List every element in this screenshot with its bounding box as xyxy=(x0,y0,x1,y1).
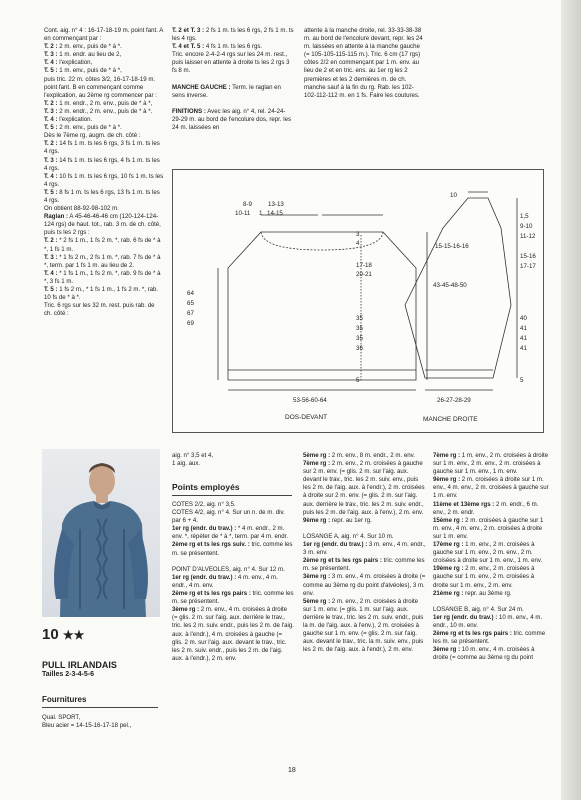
dim-label: 41 xyxy=(520,345,527,352)
dim-label: 14-15 xyxy=(267,210,283,217)
paragraph: LOSANGE A, aig. n° 4. Sur 10 m. xyxy=(303,532,394,540)
supplies-heading: Fournitures xyxy=(42,695,87,704)
paragraph: T. 3 : * 1 fs 2 m., 2 fs 1 m. *, rab. 7 fs de * à *, term. par 1 fs 1 m. au lieu de 2. xyxy=(44,253,161,269)
stitches-heading: Points employés xyxy=(172,482,240,492)
paragraph: LOSANGE B, aig. n° 4. Sur 24 m. xyxy=(433,605,524,613)
dim-label: 4 xyxy=(356,240,360,247)
paragraph: MANCHE GAUCHE : Term. le raglan en sens inverse. xyxy=(172,83,281,99)
paragraph xyxy=(172,76,294,84)
paragraph: 1er rg (endr. du trav.) : 4 m. env., 4 m. endr., 4 m. env. xyxy=(172,573,278,589)
paragraph: 1er rg (endr. du trav.) : * 4 m. endr., 2 m. env. *, répéter de * à *, term. par 4 m. endr. xyxy=(172,525,289,541)
dim-label: 67 xyxy=(187,310,194,317)
dim-label: 36 xyxy=(356,345,363,352)
schematic-diagram xyxy=(172,169,544,433)
pattern-number-text: 10 xyxy=(42,626,59,643)
paragraph: 9ème rg : 2 m. croisées à droite sur 1 m. env., 4 m. env., 2 m. croisées à gauche sur 1 m. env. xyxy=(433,476,549,500)
difficulty-stars: ★★ xyxy=(62,628,85,642)
paragraph: 2ème rg et ts les rgs pairs : tric. comme les m. se présentent. xyxy=(303,557,425,573)
paragraph: T. 2 : 14 fs 1 m. ts les 6 rgs, 3 fs 1 m. ts les 4 rgs. xyxy=(44,140,160,156)
pattern-title: PULL IRLANDAIS xyxy=(42,660,117,670)
dim-label: 65 xyxy=(187,300,194,307)
dim-label: 15-16 xyxy=(520,253,536,260)
front-body-outline xyxy=(228,232,416,380)
paragraph: T. 5 : 1 m. env., puis de * à *, xyxy=(44,67,122,75)
dim-label: 3 xyxy=(356,231,360,238)
paragraph: T. 4 et T. 5 : 4 fs 1 m. ts les 6 rgs. xyxy=(172,43,263,51)
dim-label: 13-13 xyxy=(268,201,284,208)
paragraph: Tric. encore 2-4-2-4 rgs sur les 24 m. rest., puis laisser en attente à droite ts les 2 rgs 3 fs 8 m. xyxy=(172,51,290,75)
dim-label: 17-17 xyxy=(520,263,536,270)
instructions-column-3 xyxy=(304,27,424,100)
dim-label: 53-56-60-64 xyxy=(293,397,327,404)
neck-shape xyxy=(96,495,108,503)
paragraph: 1er rg (endr. du trav.) : 10 m. env., 4 m. endr., 10 m. env. xyxy=(433,613,543,629)
dim-label: 5 xyxy=(356,377,360,384)
instructions-column-2 xyxy=(172,27,294,132)
instructions-column-5 xyxy=(303,452,427,654)
paragraph xyxy=(433,598,551,606)
schematic-svg xyxy=(173,170,543,432)
paragraph: 9ème rg : repr. au 1er rg. xyxy=(303,516,372,524)
paragraph: T. 4 : l'explication, xyxy=(44,59,93,67)
paragraph: 7ème rg : 2 m. env., 2 m. croisées à gauche sur 2 m. env. (= glis. 2 m. sur l'aig. aux. devant le trav., tric. les 2 m. suiv. env., puis les 2 m. de l'aig. aux. à l'endr.), 2 m. croisées à droite sur 2 m. env. (= glis. 2 m. sur l'aig. aux. derrière le trav., tric. les 2 m. suiv. endr., puis les 2 m. de l'aig. aux. à l'env.), 2 m. env. xyxy=(303,460,425,516)
dim-label: 26-27-28-29 xyxy=(437,397,471,404)
paragraph: 7ème rg : 1 m. env., 2 m. croisées à droite sur 1 m. env., 2 m. env., 2 m. croisées à gauche sur 1 m. env., 1 m. env. xyxy=(433,452,549,476)
dim-label: 35 xyxy=(356,335,363,342)
paragraph: 5ème rg : 2 m. env., 2 m. croisées à droite sur 1 m. env. (= glis. 1 m. sur l'aig. aux. derrière le trav., tric. les 2 m. suiv. endr., puis la m. de l'aig. aux. à l'env.), 2 m. croisées à gauche sur 1 m. env. (= glis. 2 m. sur l'aig. aux. devant le trav., tric. la m. suiv. env., puis les 2 m. de l'aig. aux. à l'endr.), 2 m. env. xyxy=(303,597,424,654)
instructions-column-6 xyxy=(433,452,551,662)
paragraph: T. 2 : 1 m. endr., 2 m. env., puis de * à *, xyxy=(44,99,153,107)
face-shape xyxy=(89,465,115,497)
model-photo-svg xyxy=(42,449,160,617)
dim-label: 40 xyxy=(520,315,527,322)
paragraph: 3ème rg : 10 m. env., 4 m. croisées à droite (= comme au 3ème rg du point xyxy=(433,646,535,662)
instructions-column-1 xyxy=(44,27,164,318)
paragraph: 21ème rg : repr. au 3ème rg. xyxy=(433,589,512,597)
supplies-line: Qual. SPORT, xyxy=(42,714,81,721)
dim-label: 17-18 xyxy=(356,262,372,269)
paragraph: Cont. aig. n° 4 : 16-17-18-19 m. point fant. A en commençant par : xyxy=(44,27,163,43)
paragraph: T. 5 : 8 fs 1 m. ts les 6 rgs, 13 fs 1 m. ts les 4 rgs. xyxy=(44,188,160,204)
dim-label: 64 xyxy=(187,290,194,297)
paragraph xyxy=(172,100,294,108)
dim-label: 41 xyxy=(520,325,527,332)
paragraph: 3ème rg : 2 m. env., 4 m. croisées à droite (= glis. 2 m. sur l'aig. aux. derrière le trav., tric. les 2 m. suiv. endr., puis les 2 m. de l'aig. aux. à l'endr.), 4 m. croisées à gauche (= glis. 2 m. sur l'aig. aux. devant le trav., tric. les 2 m. suiv. endr., puis les 2 m. de l'aig. aux. à l'endr.), 2 m. env. xyxy=(172,606,294,662)
dim-label: 5 xyxy=(520,377,524,384)
paragraph: Raglan : A 45-46-46-46 cm (120-124-124-124 rgs) de haut. tot., rab. 3 m. de ch. côté, puis ts les 2 rgs : xyxy=(44,213,161,237)
instructions-column-4 xyxy=(172,452,294,468)
model-photo xyxy=(42,449,160,617)
dim-label: 10 xyxy=(450,192,457,199)
paragraph: 2ème rg et ts les rgs pairs : tric. comme les m. se présentent. xyxy=(172,590,294,606)
paragraph: Dès le 7ème rg, augm. de ch. côté : xyxy=(44,132,141,140)
paragraph: POINT D'ALVEOLES, aig. n° 4. Sur 12 m. xyxy=(172,565,285,573)
paragraph: T. 2 : 2 m. env., puis de * à *. xyxy=(44,43,122,51)
paragraph: T. 5 : 2 m. env., puis de * à *. xyxy=(44,124,122,132)
paragraph: T. 5 : 1 fs 2 m., * 1 fs 1 m., 1 fs 2 m. *, rab. 10 fs de * à *. xyxy=(44,286,159,302)
dim-label: 9-10 xyxy=(520,223,533,230)
dim-label: 41 xyxy=(520,335,527,342)
paragraph: T. 2 : * 2 fs 1 m., 1 fs 2 m. *, rab. 6 fs de * à *, 1 fs 1 m. xyxy=(44,237,161,253)
dim-label: 35 xyxy=(356,325,363,332)
dim-label: 43-45-48-50 xyxy=(433,282,467,289)
dim-label: 15-15-16-16 xyxy=(435,243,469,250)
paragraph: 2ème rg et ts les rgs pairs : tric. comme les m. se présentent. xyxy=(433,630,546,646)
page-spine-shadow xyxy=(561,0,581,800)
front-back-label: DOS-DEVANT xyxy=(285,414,328,421)
divider xyxy=(42,707,158,708)
paragraph: T. 3 : 2 m. endr., 2 m. env., puis de * à *. xyxy=(44,107,153,115)
paragraph: T. 4 : * 1 fs 1 m., 1 fs 2 m. *, rab. 9 fs de * à *, 3 fs 1 m. xyxy=(44,269,161,285)
paragraph: 19ème rg : 2 m. env., 2 m. croisées à gauche sur 1 m. env., 2 m. croisées à droite sur 1 m. env., 2 m. env. xyxy=(433,565,535,589)
paragraph: aig. n° 3,5 et 4, xyxy=(172,452,214,459)
page-number: 18 xyxy=(288,767,296,774)
paragraph: FINITIONS : Avec les aig. n° 4, rel. 24-24-29-29 m. au bord de l'encolure dos, repr. les 24 m. laissées en xyxy=(172,107,292,132)
paragraph: 1er rg (endr. du trav.) : 3 m. env., 4 m. endr., 3 m. env. xyxy=(303,541,426,557)
sleeve-label: MANCHE DROITE xyxy=(423,416,478,423)
paragraph: 15ème rg : 2 m. croisées à gauche sur 1 m. env., 4 m. env., 2 m. croisées à droite sur 1 m. env. xyxy=(433,516,544,540)
paragraph: attente à la manche droite, rel. 33-33-38-38 m. au bord de l'encolure devant, repr. les 24 m. laissées en attente à la manche gauche (= 105-105-115-115 m.). Tric. 6 cm (17 rgs) côtes 2/2 en commençant par 1 m. env. au lieu de 2 et en tric. ens. au 1er rg les 2 premières et les 2 dernières m. de ch. manche sauf à la fin du rg. Rab. les 102-102-112-112 m. en 1 fs. Faire les coutures. xyxy=(304,27,423,99)
supplies-line: Bleu acier = 14-15-16-17-18 pel., xyxy=(42,722,132,730)
supplies-text xyxy=(42,714,162,730)
dim-label: 1,5 xyxy=(520,213,529,220)
paragraph: 11ème et 13ème rgs : 2 m. endr., 6 m. env., 2 m. endr. xyxy=(433,500,539,516)
paragraph: puis tric. 22 m. côtes 3/2, 16-17-18-19 m. point fant. B en commençant comme l'explication, au 2ème rg commencer par : xyxy=(44,75,157,99)
dim-label: 8-9 xyxy=(243,201,252,208)
dim-label: 35 xyxy=(356,315,363,322)
paragraph: On obtient 88-92-98-102 m. xyxy=(44,205,119,213)
paragraph: 1 aig. aux. xyxy=(172,460,201,468)
dim-label: 1 xyxy=(259,210,263,217)
paragraph xyxy=(303,525,427,533)
dim-label: 69 xyxy=(187,320,194,327)
divider xyxy=(172,495,292,496)
instructions-column-4b xyxy=(172,501,294,663)
pattern-sizes: Tailles 2-3-4-5-6 xyxy=(42,671,95,678)
dim-label: 11-12 xyxy=(520,233,536,240)
paragraph: Tric. 6 rgs sur les 32 m. rest. puis rab. de ch. côté : xyxy=(44,302,155,318)
paragraph: T. 4 : 10 fs 1 m. ts les 6 rgs, 10 fs 1 m. ts les 4 rgs. xyxy=(44,172,164,188)
paragraph: T. 3 : 14 fs 1 m. ts les 6 rgs, 4 fs 1 m. ts les 4 rgs. xyxy=(44,156,160,172)
paragraph: 17ème rg : 1 m. env., 2 m. croisées à gauche sur 1 m. env., 2 m. env., 2 m. croisées à droite sur 1 m. env., 1 m. env. xyxy=(433,541,543,565)
paragraph: COTES 4/2, aig. n° 4. Sur un n. de m. div. par 6 + 4. xyxy=(172,509,285,525)
paragraph: T. 4 : l'explication. xyxy=(44,116,93,124)
paragraph: T. 2 et T. 3 : 2 fs 1 m. ts les 6 rgs, 2 fs 1 m. ts les 4 rgs. xyxy=(172,27,294,43)
paragraph: 3ème rg : 3 m. env., 4 m. croisées à droite (= comme au 3ème rg du point d'alvéoles), 3 m. env. xyxy=(303,573,426,597)
paragraph: COTES 2/2, aig. n° 3,5. xyxy=(172,501,236,508)
paragraph: 5ème rg : 2 m. env., 8 m. endr., 2 m. env. xyxy=(303,452,415,459)
paragraph: 2ème rg et ts les rgs suiv. : tric. comme les m. se présentent. xyxy=(172,541,293,557)
paragraph xyxy=(172,558,294,566)
pattern-number xyxy=(42,626,84,643)
dim-label: 20-21 xyxy=(356,271,372,278)
paragraph: T. 3 : 1 m. endr. au lieu de 2, xyxy=(44,51,122,59)
dim-label: 10-11 xyxy=(235,210,251,217)
neck-curve xyxy=(261,232,383,250)
